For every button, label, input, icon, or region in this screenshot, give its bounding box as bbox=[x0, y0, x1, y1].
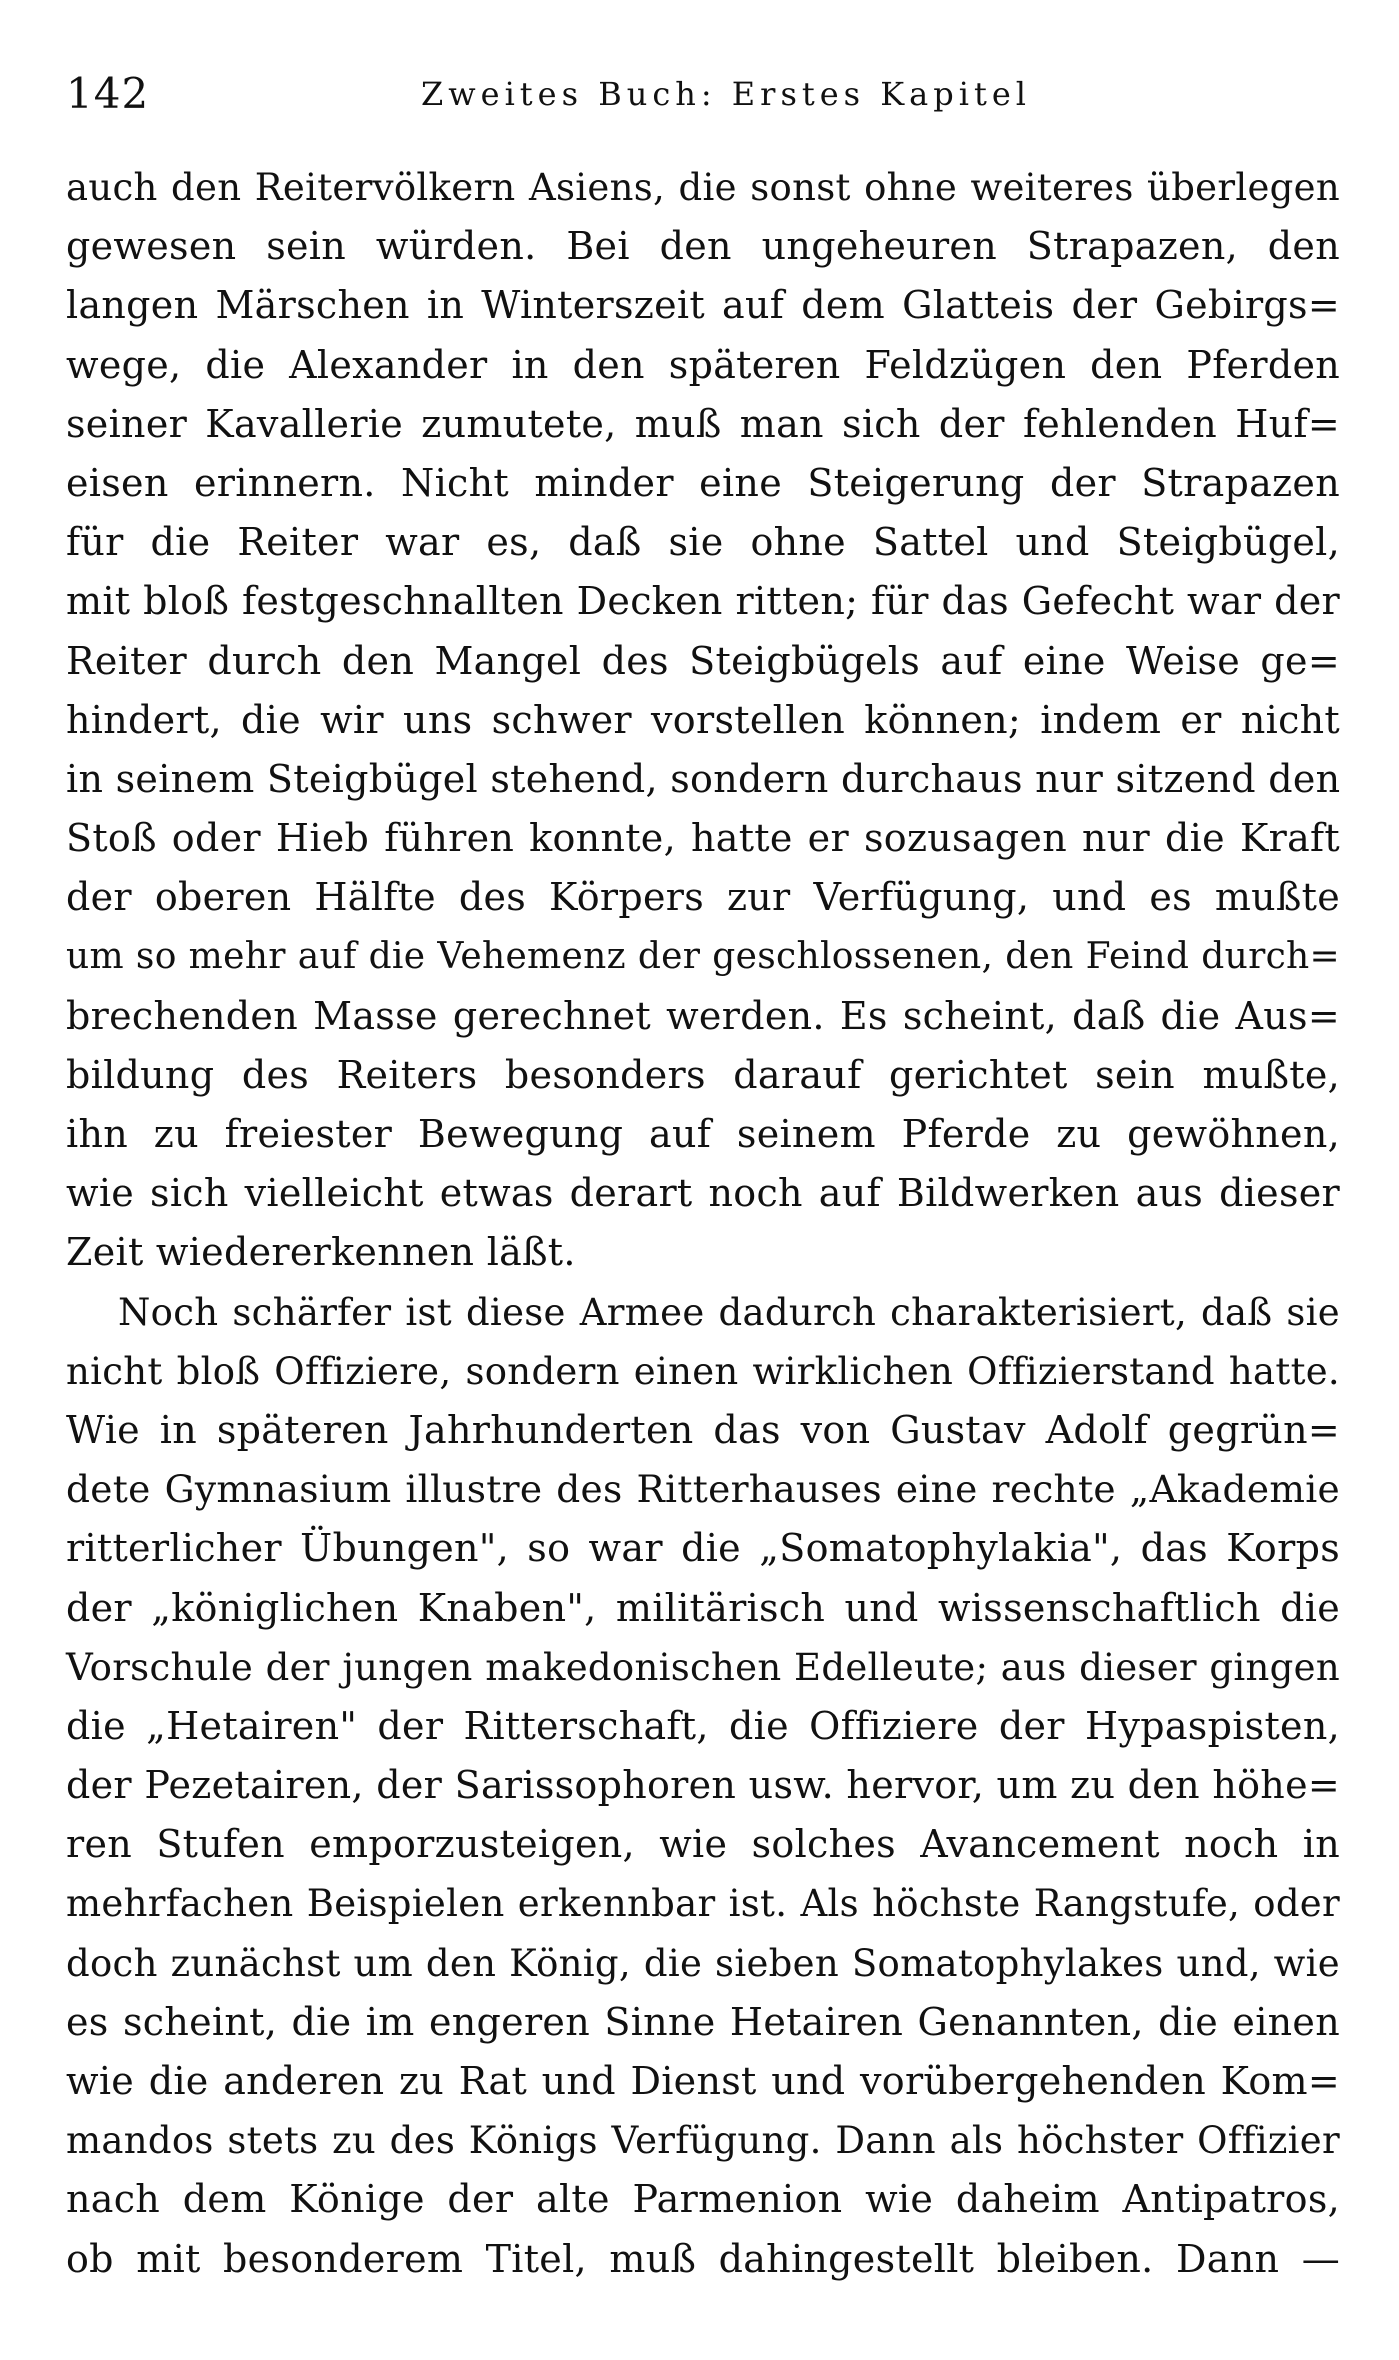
text-line: wie die anderen zu Rat und Dienst und vorübergehenden Kom= bbox=[66, 2059, 1340, 2103]
text-line: in seinem Steigbügel stehend, sondern durchaus nur sitzend den bbox=[66, 756, 1341, 801]
text-line: die „Hetairen" der Ritterschaft, die Offiziere der Hypaspisten, bbox=[66, 1703, 1340, 1748]
paragraph-1 bbox=[66, 158, 1340, 1283]
text-line: brechenden Masse gerechnet werden. Es scheint, daß die Aus= bbox=[66, 993, 1340, 1038]
text-line: nach dem Könige der alte Parmenion wie daheim Antipatros, bbox=[66, 2177, 1340, 2222]
text-line: Vorschule der jungen makedonischen Edelleute; aus dieser gingen bbox=[66, 1645, 1340, 1689]
text-line: es scheint, die im engeren Sinne Hetairen Genannten, die einen bbox=[66, 1999, 1340, 2044]
text-line: gewesen sein würden. Bei den ungeheuren Strapazen, den bbox=[66, 224, 1340, 269]
text-line: ihn zu freiester Bewegung auf seinem Pferde zu gewöhnen, bbox=[66, 1112, 1340, 1156]
text-line: ritterlicher Übungen", so war die „Somatophylakia", das Korps bbox=[66, 1526, 1340, 1571]
text-line: dete Gymnasium illustre des Ritterhauses eine rechte „Akademie bbox=[66, 1467, 1340, 1512]
text-line: der oberen Hälfte des Körpers zur Verfügung, und es mußte bbox=[66, 875, 1340, 920]
text-line: mehrfachen Beispielen erkennbar ist. Als höchste Rangstufe, oder bbox=[66, 1882, 1340, 1926]
text-line: Zeit wiedererkennen läßt. bbox=[66, 1230, 576, 1275]
text-line: langen Märschen in Winterszeit auf dem Glatteis der Gebirgs= bbox=[66, 283, 1340, 328]
text-line: bildung des Reiters besonders darauf gerichtet sein mußte, bbox=[66, 1052, 1340, 1097]
text-line: der „königlichen Knaben", militärisch und wissenschaftlich die bbox=[66, 1585, 1340, 1630]
text-line: Noch schärfer ist diese Armee dadurch charakterisiert, daß sie bbox=[118, 1290, 1340, 1334]
text-line: wege, die Alexander in den späteren Feldzügen den Pferden bbox=[66, 342, 1340, 387]
text-line: auch den Reitervölkern Asiens, die sonst ohne weiteres überlegen bbox=[66, 166, 1340, 209]
text-line: Stoß oder Hieb führen konnte, hatte er sozusagen nur die Kraft bbox=[66, 816, 1340, 861]
text-line: ren Stufen emporzusteigen, wie solches Avancement noch in bbox=[66, 1822, 1340, 1867]
page-number: 142 bbox=[66, 69, 150, 118]
paragraph-2 bbox=[66, 1283, 1340, 2289]
text-line: für die Reiter war es, daß sie ohne Sattel und Steigbügel, bbox=[66, 520, 1340, 565]
text-line: mandos stets zu des Königs Verfügung. Dann als höchster Offizier bbox=[66, 2119, 1340, 2163]
text-line: um so mehr auf die Vehemenz der geschlossenen, den Feind durch= bbox=[66, 936, 1340, 978]
text-line: Wie in späteren Jahrhunderten das von Gustav Adolf gegrün= bbox=[66, 1407, 1340, 1452]
running-title: Zweites Buch: Erstes Kapitel bbox=[421, 75, 1031, 113]
text-line: Reiter durch den Mangel des Steigbügels auf eine Weise ge= bbox=[66, 638, 1340, 683]
body-text bbox=[66, 158, 1340, 2289]
text-line: doch zunächst um den König, die sieben Somatophylakes und, wie bbox=[66, 1941, 1340, 1985]
text-line: wie sich vielleicht etwas derart noch auf Bildwerken aus dieser bbox=[66, 1171, 1340, 1216]
text-line: mit bloß festgeschnallten Decken ritten; für das Gefecht war der bbox=[66, 579, 1340, 624]
text-line: hindert, die wir uns schwer vorstellen können; indem er nicht bbox=[66, 697, 1340, 742]
text-line: nicht bloß Offiziere, sondern einen wirklichen Offizierstand hatte. bbox=[66, 1349, 1340, 1393]
text-line: seiner Kavallerie zumutete, muß man sich der fehlenden Huf= bbox=[66, 401, 1340, 446]
text-line: eisen erinnern. Nicht minder eine Steigerung der Strapazen bbox=[66, 460, 1340, 505]
page-header bbox=[66, 64, 1336, 124]
text-line: ob mit besonderem Titel, muß dahingestellt bleiben. Dann — bbox=[66, 2236, 1340, 2281]
text-line: der Pezetairen, der Sarissophoren usw. hervor, um zu den höhe= bbox=[66, 1763, 1340, 1808]
